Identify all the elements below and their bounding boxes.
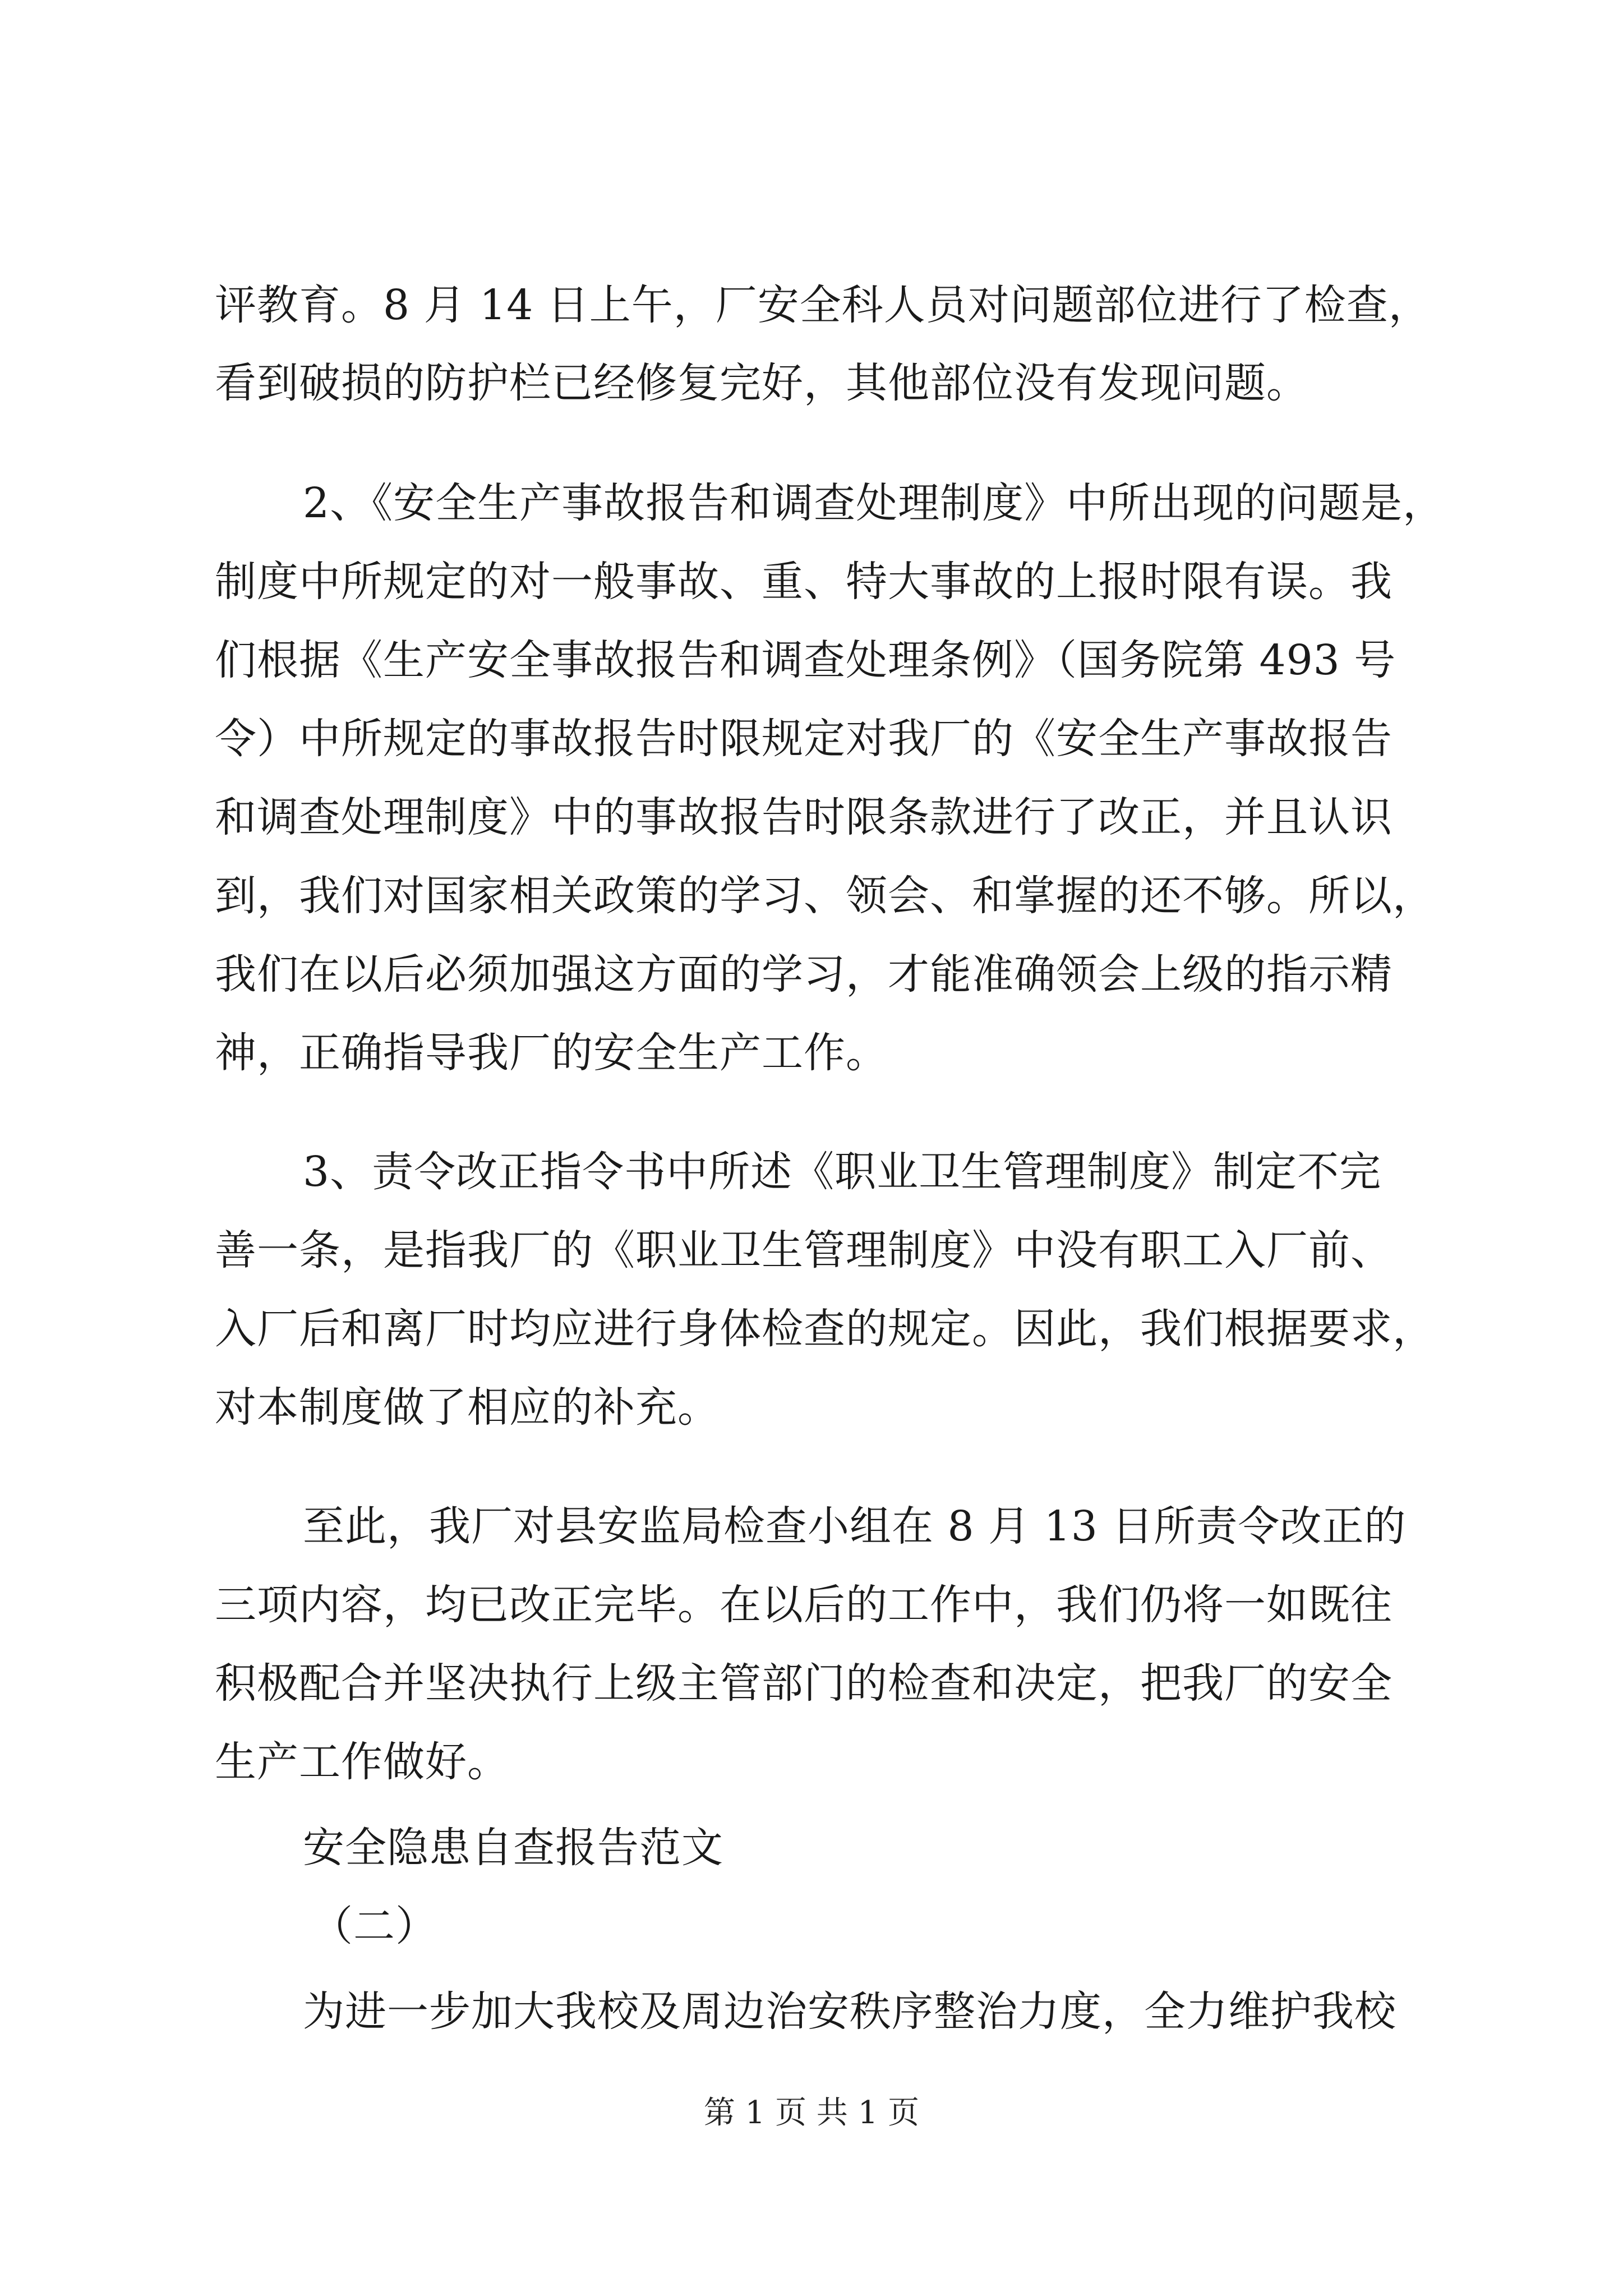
body-text-line: 令）中所规定的事故报告时限规定对我厂的《安全生产事故报告 bbox=[215, 715, 1393, 763]
body-text-line: 到，我们对国家相关政策的学习、领会、和掌握的还不够。所以， bbox=[215, 872, 1435, 920]
body-text-line: 生产工作做好。 bbox=[215, 1738, 509, 1786]
body-text-line: 和调查处理制度》中的事故报告时限条款进行了改正，并且认识 bbox=[215, 793, 1393, 841]
page-number-footer: 第 1 页 共 1 页 bbox=[703, 2095, 920, 2131]
body-text-line: 们根据《生产安全事故报告和调查处理条例》（国务院第 493 号 bbox=[215, 636, 1396, 684]
body-text-line: 2、《安全生产事故报告和调查处理制度》中所出现的问题是， bbox=[303, 479, 1445, 527]
body-text-line: 积极配合并坚决执行上级主管部门的检查和决定，把我厂的安全 bbox=[215, 1659, 1393, 1708]
body-text-line: 至此，我厂对县安监局检查小组在 8 月 13 日所责令改正的 bbox=[303, 1502, 1407, 1550]
body-text-line: 制度中所规定的对一般事故、重、特大事故的上报时限有误。我 bbox=[215, 558, 1393, 606]
body-text-line: 评教育。8 月 14 日上午，厂安全科人员对问题部位进行了检查， bbox=[215, 281, 1431, 329]
body-text-line: 3、责令改正指令书中所述《职业卫生管理制度》制定不完 bbox=[303, 1148, 1382, 1196]
body-text-line: 我们在以后必须加强这方面的学习，才能准确领会上级的指示精 bbox=[215, 950, 1393, 999]
section-subheading: （二） bbox=[311, 1902, 437, 1950]
body-text-line: 看到破损的防护栏已经修复完好，其他部位没有发现问题。 bbox=[215, 359, 1308, 407]
body-text-line: 对本制度做了相应的补充。 bbox=[215, 1383, 720, 1432]
body-text-line: 入厂后和离厂时均应进行身体检查的规定。因此，我们根据要求， bbox=[215, 1305, 1435, 1353]
body-text-line: 为进一步加大我校及周边治安秩序整治力度，全力维护我校 bbox=[303, 1987, 1396, 2036]
section-heading: 安全隐患自查报告范文 bbox=[303, 1824, 723, 1872]
body-text-line: 善一条，是指我厂的《职业卫生管理制度》中没有职工入厂前、 bbox=[215, 1226, 1393, 1274]
body-text-line: 三项内容，均已改正完毕。在以后的工作中，我们仍将一如既往 bbox=[215, 1581, 1393, 1629]
body-text-line: 神，正确指导我厂的安全生产工作。 bbox=[215, 1029, 888, 1077]
